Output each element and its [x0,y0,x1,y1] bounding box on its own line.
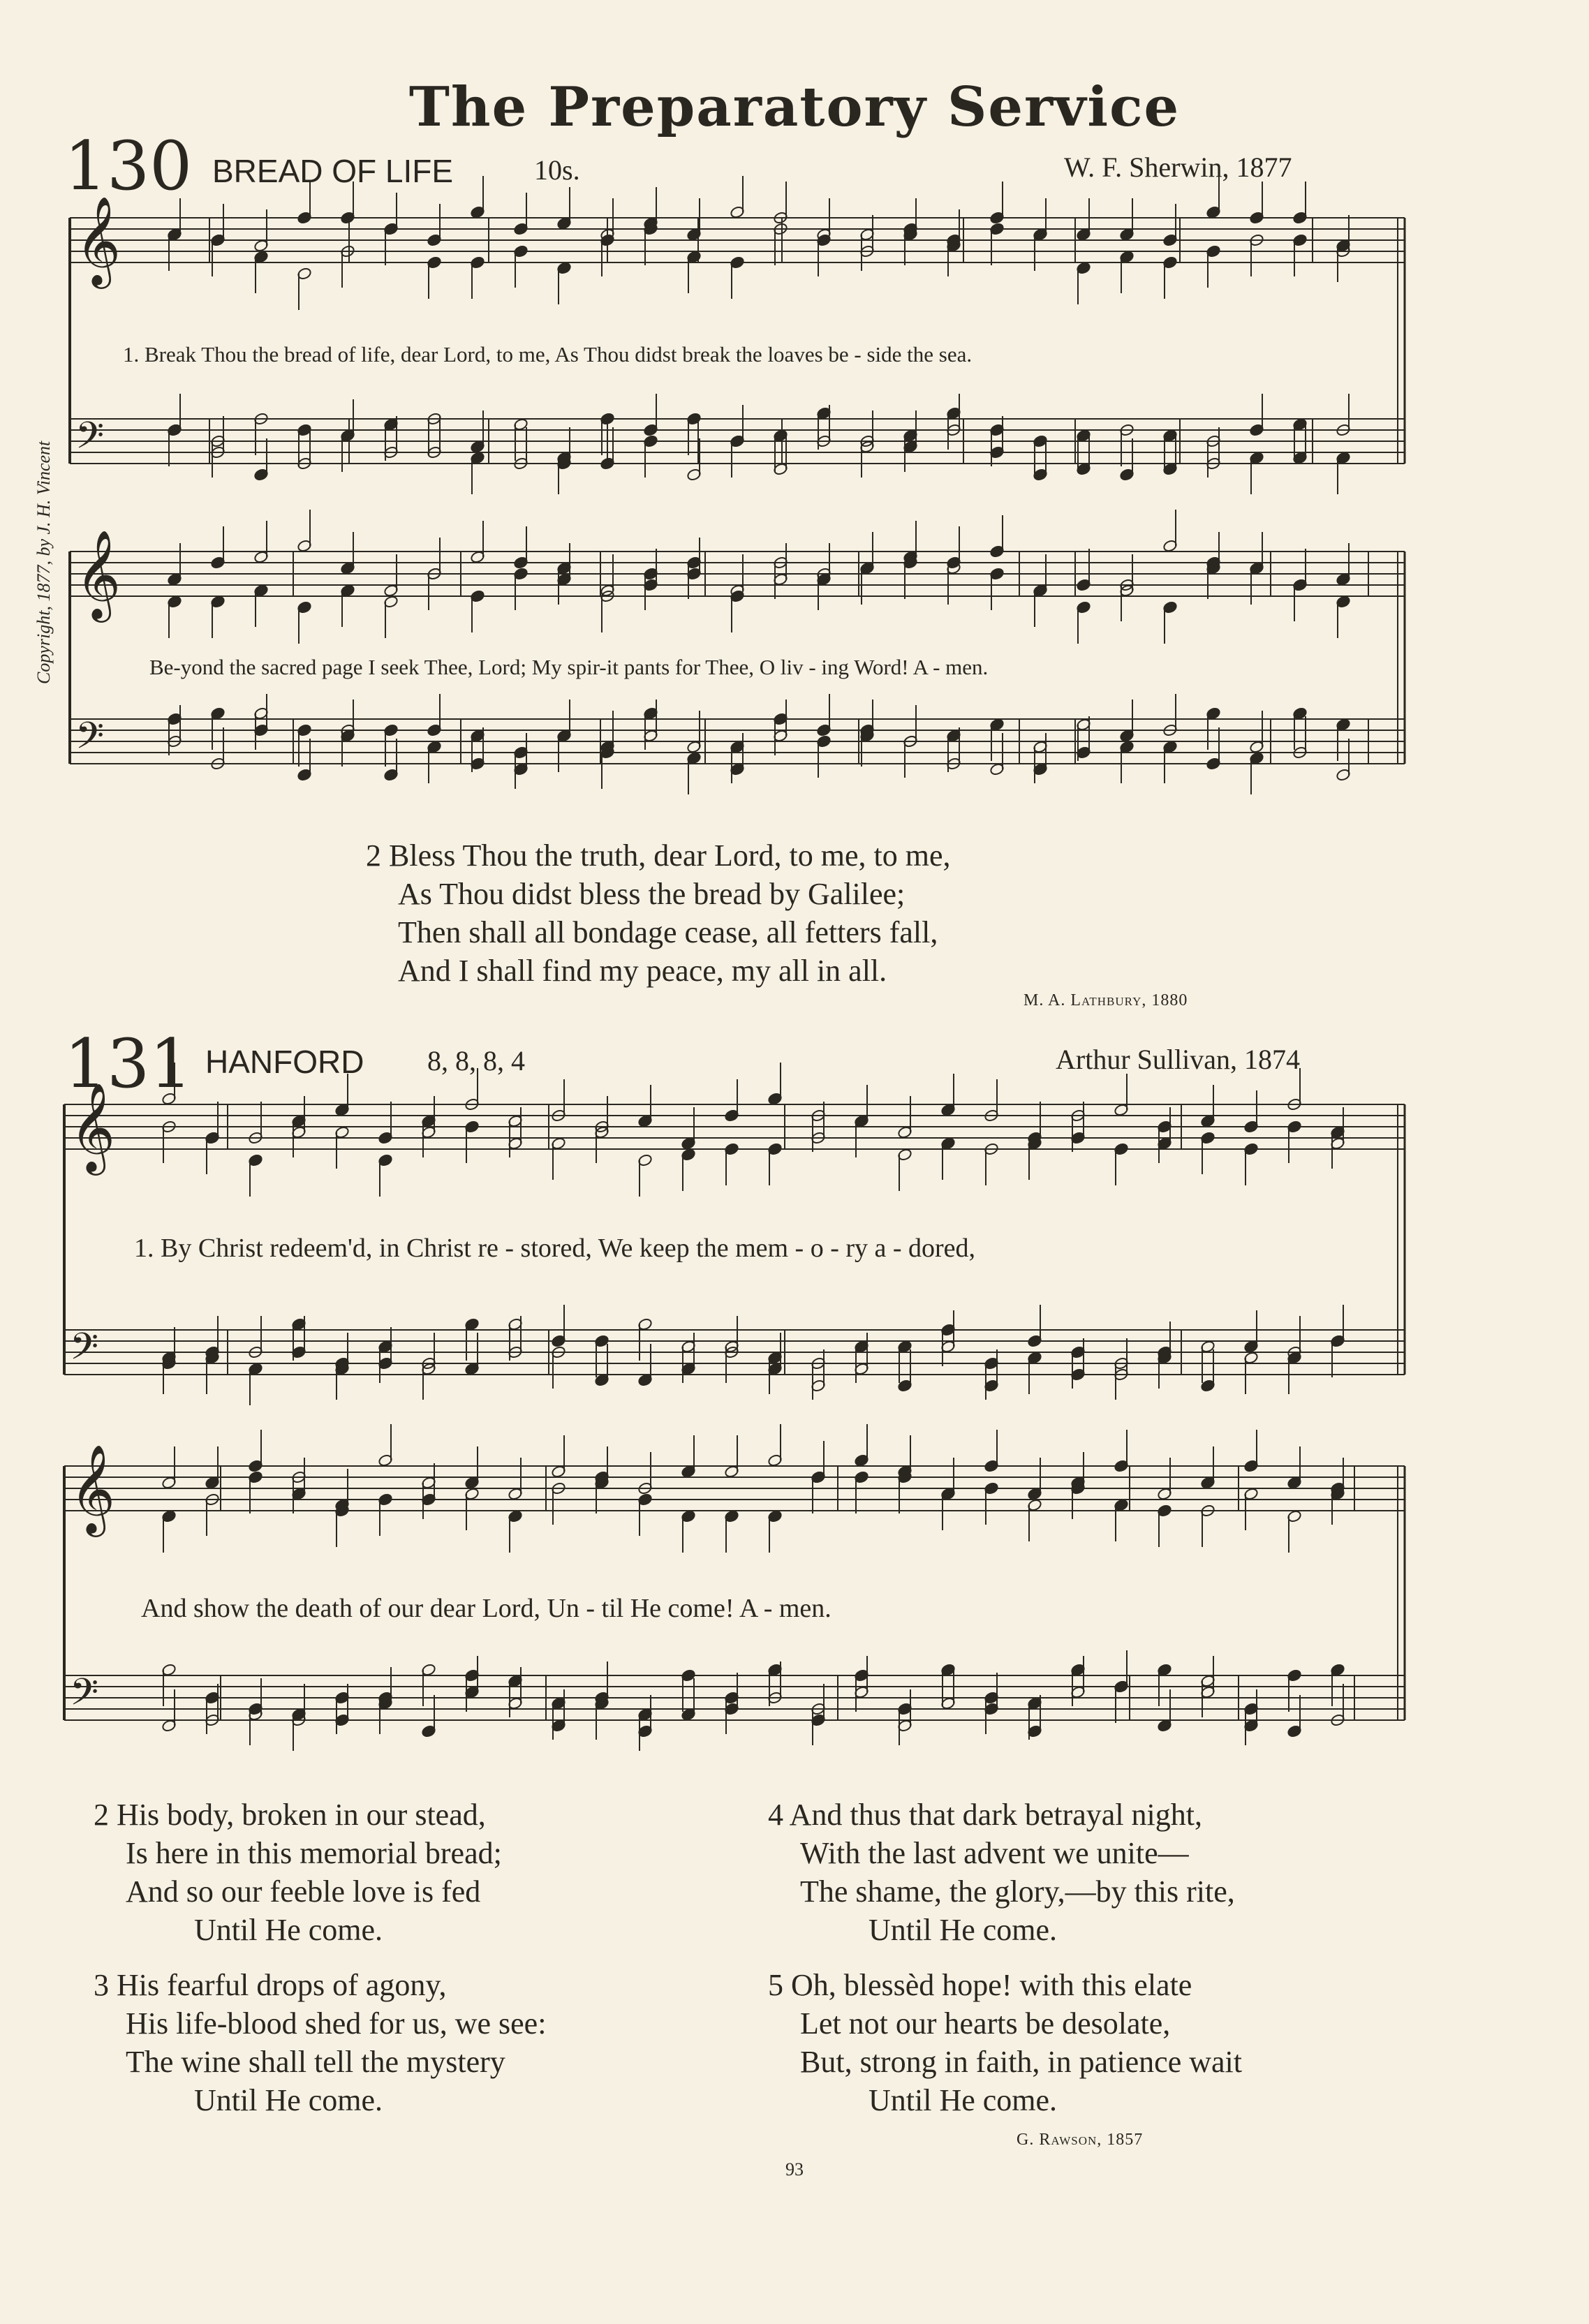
stanza-line: Until He come. [194,2083,383,2117]
clef-symbol: 𝄢 [70,1326,99,1377]
section-title: The Preparatory Service [408,75,1181,139]
meter-131: 8, 8, 8, 4 [427,1045,525,1076]
meter-130: 10s. [534,154,580,186]
stanza-line: Until He come. [194,1913,383,1947]
clef-symbol: 𝄢 [70,1671,99,1723]
stanza-line: Until He come. [869,2083,1058,2117]
stanza-line: And so our feeble love is fed [126,1874,481,1909]
hymn-131-stanza-2 [94,1796,502,1949]
stanza-line: And I shall find my peace, my all in all. [398,954,887,988]
stanza-line: 4 And thus that dark betrayal night, [768,1798,1202,1832]
hymn-number-130: 130 [64,127,193,205]
hymn-131-stanza-3 [94,1966,546,2119]
hymn-number-131: 131 [64,1025,193,1103]
hymn-130-stanza-2 [366,836,950,990]
page-number: 93 [785,2159,804,2179]
lyrics-131-line1: 1. By Christ redeem'd, in Christ re - stored, We keep the mem - o - ry a - dored, [134,1234,976,1263]
stanza-line: Let not our hearts be desolate, [800,2006,1171,2041]
clef-symbol: 𝄞 [75,195,121,285]
clef-symbol: 𝄢 [75,715,105,767]
composer-130: W. F. Sherwin, 1877 [1064,151,1292,183]
tune-name-130: BREAD OF LIFE [212,153,454,189]
stanza-line: The wine shall tell the mystery [126,2045,505,2079]
stanza-line: 3 His fearful drops of agony, [94,1968,447,2002]
lyrics-130-line2: Be-yond the sacred page I seek Thee, Lord; My spir-it pants for Thee, O liv - ing Word! A - men. [149,655,989,679]
tune-name-131: HANFORD [205,1044,364,1080]
stanza-line: With the last advent we unite— [800,1836,1189,1870]
clef-symbol: 𝄞 [70,1444,116,1533]
lyrics-131-line2: And show the death of our dear Lord, Un - til He come! A - men. [141,1594,832,1623]
stanza-line: Until He come. [869,1913,1058,1947]
hymn-131-stanza-4 [768,1796,1235,1949]
hymn-131-stanza-5 [768,1966,1242,2119]
stanza-line: Is here in this memorial bread; [126,1836,502,1870]
stanza-line: 2 His body, broken in our stead, [94,1798,486,1832]
stanza-line: His life-blood shed for us, we see: [126,2006,547,2041]
copyright-note: Copyright, 1877, by J. H. Vincent [34,441,54,684]
stanza-line: The shame, the glory,—by this rite, [800,1874,1235,1909]
lyrics-130-line1: 1. Break Thou the bread of life, dear Lord, to me, As Thou didst break the loaves be - side the sea. [123,342,973,367]
composer-131: Arthur Sullivan, 1874 [1056,1044,1300,1075]
clef-symbol: 𝄞 [70,1082,116,1171]
stanza-line: But, strong in faith, in patience wait [800,2045,1242,2079]
stanza-line: 2 Bless Thou the truth, dear Lord, to me, to me, [366,838,951,873]
clef-symbol: 𝄞 [75,529,121,619]
stanza-line: Then shall all bondage cease, all fetters fall, [398,915,938,949]
author-131: G. Rawson, 1857 [1017,2131,1144,2149]
clef-symbol: 𝄢 [75,415,105,466]
stanza-line: As Thou didst bless the bread by Galilee; [398,877,906,911]
stanza-line: 5 Oh, blessèd hope! with this elate [768,1968,1192,2002]
author-130: M. A. Lathbury, 1880 [1023,991,1188,1009]
